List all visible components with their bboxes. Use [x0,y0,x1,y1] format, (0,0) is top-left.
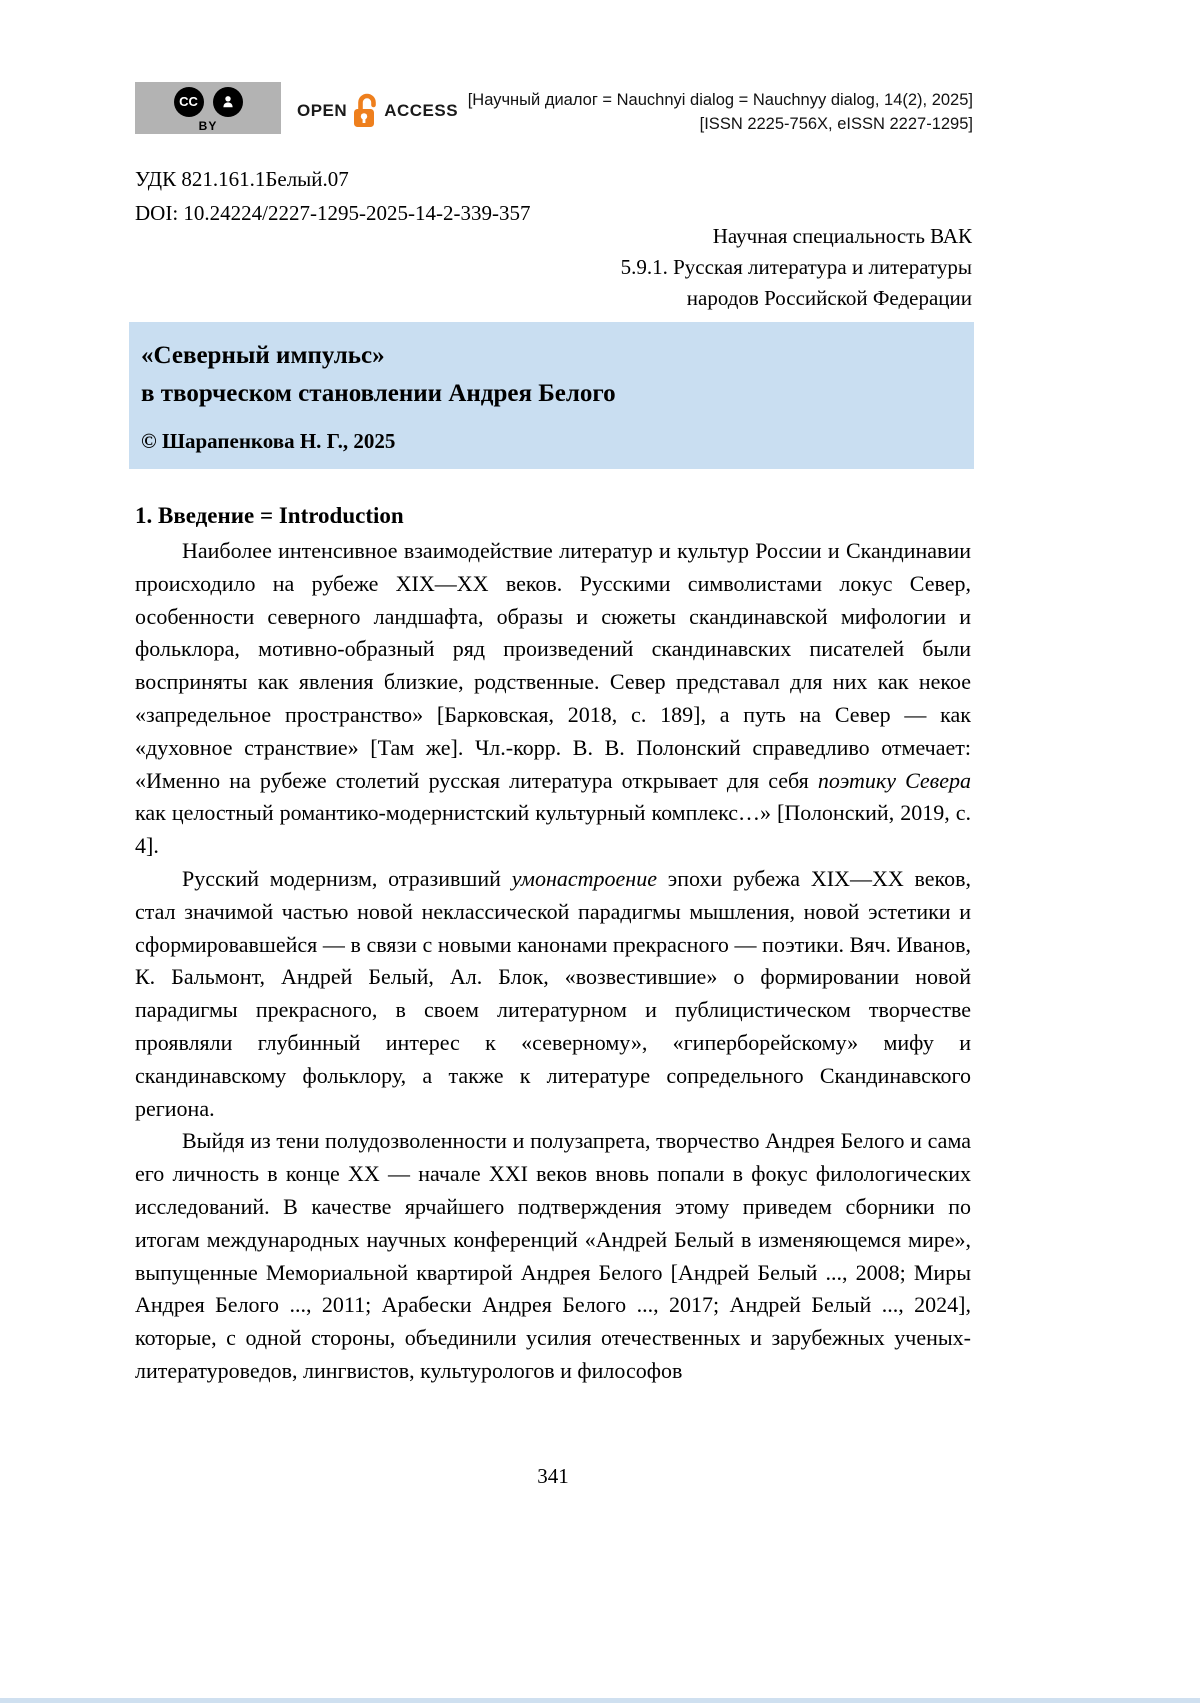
person-icon [213,87,243,117]
body-paragraph-3: Выйдя из тени полудозволенности и полузапрета, творчество Андрея Белого и сама его личность в конце XX — начале XXI веков вновь попали в фокус филологических исследований. В качестве ярчайшего подтверждения этому приведем сборники по итогам международных научных конференций «Андрей Белый в изменяющемся мире», выпущенные Мемориальной квартирой Андрея Белого [Андрей Белый ..., 2008; Миры Андрея Белого ..., 2011; Арабески Андрея Белого ..., 2017; Андрей Белый ..., 2024], которые, с одной стороны, объединили усилия отечественных и зарубежных ученых-литературоведов, лингвистов, культурологов и философов [135,1128,971,1383]
vak-specialty-block [621,221,972,314]
article-title-line1: «Северный импульс» [141,342,385,369]
doi-code: DOI: 10.24224/2227-1295-2025-14-2-339-357 [135,201,531,225]
copyright-line: © Шарапенкова Н. Г., 2025 [141,429,396,453]
cc-by-license-badge [135,82,281,134]
journal-reference [468,82,973,136]
open-lock-icon [352,92,379,130]
license-badges [135,82,458,134]
section-heading-introduction: 1. Введение = Introduction [135,503,404,528]
article-body [135,501,971,1388]
article-identifiers [135,162,530,230]
cc-circles [174,87,243,117]
article-title-box [129,322,974,469]
article-title-line2: в творческом становлении Андрея Белого [141,380,616,407]
cc-icon: CC [174,87,204,117]
open-access-word-access: ACCESS [384,101,459,120]
body-paragraph-2: Русский модернизм, отразивший умонастроение эпохи рубежа XIX—XX веков, стал значимой частью новой неклассической парадигмы мышления, новой эстетики и сформировавшейся — в связи с новыми канонами прекрасного — поэтики. Вяч. Иванов, К. Бальмонт, Андрей Белый, Ал. Блок, «возвестившие» о формировании новой парадигмы прекрасного, в своем литературном и публицистическом творчестве проявляли глубинный интерес к «северному», «гиперборейскому» мифу и скандинавскому фольклору, а также к литературе сопредельного Скандинавского региона. [135,865,972,1121]
udk-code: УДК 821.161.1Белый.07 [135,167,349,191]
vak-specialty-line3: народов Российской Федерации [686,286,972,310]
page-number: 341 [537,1464,569,1488]
page-header [135,82,973,136]
next-page-edge [0,1698,1200,1703]
journal-reference-line2: [ISSN 2225-756X, eISSN 2227-1295] [699,115,973,133]
open-access-word-open: OPEN [297,101,348,120]
open-access-logo [297,92,458,130]
body-paragraph-1: Наиболее интенсивное взаимодействие литератур и культур России и Скандинавии происходило на рубеже XIX—XX веков. Русскими символистами локус Север, особенности северного ландшафта, образы и сюжеты скандинавской мифологии и фольклора, мотивно-образный ряд произведений скандинавских писателей были восприняты как явления близкие, родственные. Север представал для них как некое «запредельное пространство» [Барковская, 2018, с. 189], а путь на Север — как «духовное странствие» [Там же]. Чл.-корр. В. В. Полонский справедливо отмечает: «Именно на рубеже столетий русская литература открывает для себя поэтику Севера как целостный романтико-модернистский культурный комплекс…» [Полонский, 2019, с. 4]. [135,538,971,859]
journal-reference-line1: [Научный диалог = Nauchnyi dialog = Nauchnyy dialog, 14(2), 2025] [467,91,973,109]
article-title [141,337,960,413]
cc-by-label: BY [198,118,218,133]
vak-specialty-line2: 5.9.1. Русская литература и литературы [620,255,972,279]
vak-specialty-line1: Научная специальность ВАК [712,224,972,248]
